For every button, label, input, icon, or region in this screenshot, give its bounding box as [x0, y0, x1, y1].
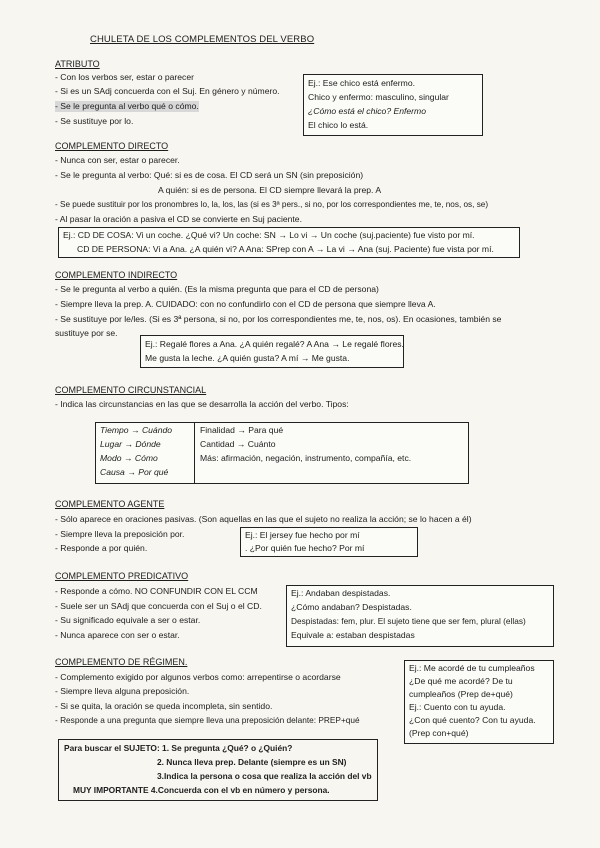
predicativo-line-4: - Nunca aparece con ser o estar.: [55, 630, 180, 640]
predicativo-line-2: - Suele ser un SAdj que concuerda con el Suj o el CD.: [55, 601, 262, 611]
atributo-box-line-3: ¿Cómo está el chico? Enfermo: [308, 106, 426, 116]
atributo-line-3: - Se le pregunta al verbo qué o cómo.: [55, 101, 199, 111]
tipo-modo: Modo → Cómo: [100, 453, 158, 463]
circunstancial-line-1: - Indica las circunstancias en las que se desarrolla la acción del verbo. Tipos:: [55, 399, 349, 409]
heading-agente: COMPLEMENTO AGENTE: [55, 499, 165, 509]
atributo-line-2: - Si es un SAdj concuerda con el Suj. En género y número.: [55, 86, 280, 96]
circunstancial-left-column: [96, 423, 195, 483]
predicativo-line-3: - Su significado equivale a ser o estar.: [55, 615, 201, 625]
tipo-mas: Más: afirmación, negación, instrumento, compañía, etc.: [200, 453, 412, 463]
circunstancial-right-column: [196, 423, 411, 464]
predicativo-line-1: - Responde a cómo. NO CONFUNDIR CON EL CCM: [55, 586, 258, 596]
indirecto-example-box: [140, 335, 404, 368]
regimen-box-line-4: Ej.: Cuento con tu ayuda.: [409, 702, 506, 712]
regimen-box-line-3: cumpleaños (Prep de+qué): [409, 689, 513, 699]
heading-regimen: COMPLEMENTO DE RÉGIMEN.: [55, 657, 188, 667]
predicativo-example-box: [286, 585, 554, 647]
atributo-box-line-1: Ej.: Ese chico está enfermo.: [308, 78, 415, 88]
heading-circunstancial: COMPLEMENTO CIRCUNSTANCIAL: [55, 385, 207, 395]
predicativo-box-line-2: ¿Cómo andaban? Despistadas.: [291, 602, 412, 612]
sujeto-summary-box: [58, 739, 378, 801]
page-title: CHULETA DE LOS COMPLEMENTOS DEL VERBO: [90, 34, 315, 45]
directo-line-5: - Al pasar la oración a pasiva el CD se convierte en Suj paciente.: [55, 214, 302, 224]
tipo-tiempo: Tiempo → Cuándo: [100, 425, 173, 435]
predicativo-box-line-1: Ej.: Andaban despistadas.: [291, 588, 391, 598]
atributo-example-box: [303, 74, 483, 136]
directo-line-3: A quién: si es de persona. El CD siempre llevará la prep. A: [158, 185, 382, 195]
regimen-line-2: - Siempre lleva alguna preposición.: [55, 686, 190, 696]
agente-line-2: - Siempre lleva la preposición por.: [55, 529, 185, 539]
circunstancial-types-box: [95, 422, 469, 484]
agente-line-3: - Responde a por quién.: [55, 543, 148, 553]
indirecto-box-line-1: Ej.: Regalé flores a Ana. ¿A quién regalé? A Ana → Le regalé flores.: [145, 339, 404, 349]
tipo-cantidad: Cantidad → Cuánto: [200, 439, 276, 449]
atributo-box-line-4: El chico lo está.: [308, 120, 369, 130]
regimen-box-line-6: (Prep con+qué): [409, 728, 469, 738]
tipo-lugar: Lugar → Dónde: [100, 439, 161, 449]
predicativo-box-line-3: Despistadas: fem, plur. El sujeto tiene que ser fem, plural (ellas): [291, 616, 526, 626]
indirecto-line-4: sustituye por se.: [55, 328, 118, 338]
heading-directo: COMPLEMENTO DIRECTO: [55, 141, 169, 151]
heading-indirecto: COMPLEMENTO INDIRECTO: [55, 270, 178, 280]
sujeto-line-2: 2. Nunca lleva prep. Delante (siempre es un SN): [157, 757, 347, 767]
indirecto-line-3: - Se sustituye por le/les. (Si es 3ª persona, si no, por los correspondientes me, te, nos, os). En ocasiones, también se: [55, 314, 502, 324]
regimen-box-line-1: Ej.: Me acordé de tu cumpleaños: [409, 663, 535, 673]
atributo-line-4: - Se sustituye por lo.: [55, 116, 134, 126]
atributo-box-line-2: Chico y enfermo: masculino, singular: [308, 92, 449, 102]
indirecto-box-line-2: Me gusta la leche. ¿A quién gusta? A mí → Me gusta.: [145, 353, 350, 363]
regimen-box-line-5: ¿Con qué cuento? Con tu ayuda.: [409, 715, 536, 725]
sujeto-line-3: 3.Indica la persona o cosa que realiza la acción del vb: [157, 771, 372, 781]
directo-line-4: - Se puede sustituir por los pronombres lo, la, los, las (si es 3ª pers., si no, por los correspondientes me, te, nos, os, se): [55, 200, 489, 209]
directo-box-line-1: Ej.: CD DE COSA: Vi un coche. ¿Qué vi? Un coche: SN → Lo vi → Un coche (suj.paciente) fue visto por mí.: [63, 230, 475, 240]
atributo-line-1: - Con los verbos ser, estar o parecer: [55, 72, 194, 82]
regimen-line-4: - Responde a una pregunta que siempre lleva una preposición delante: PREP+qué: [55, 715, 360, 725]
directo-box-line-2: CD DE PERSONA: Vi a Ana. ¿A quién vi? A Ana: SPrep con A → La vi → Ana (suj. Paciente) fue vista por mí.: [77, 244, 494, 254]
regimen-box-line-2: ¿De qué me acordé? De tu: [409, 676, 513, 686]
agente-box-line-1: Ej.: El jersey fue hecho por mí: [245, 530, 360, 540]
directo-example-box: [58, 227, 520, 258]
heading-predicativo: COMPLEMENTO PREDICATIVO: [55, 571, 189, 581]
agente-example-box: [240, 527, 418, 557]
indirecto-line-2: - Siempre lleva la prep. A. CUIDADO: con no confundirlo con el CD de persona que siempre lleva A.: [55, 299, 436, 309]
heading-atributo: ATRIBUTO: [55, 59, 100, 69]
predicativo-box-line-4: Equivale a: estaban despistadas: [291, 630, 415, 640]
regimen-example-box: [404, 660, 554, 744]
agente-box-line-2: . ¿Por quién fue hecho? Por mí: [245, 543, 365, 553]
regimen-line-3: - Si se quita, la oración se queda incompleta, sin sentido.: [55, 701, 273, 711]
directo-line-2: - Se le pregunta al verbo: Qué: si es de cosa. El CD será un SN (sin preposición): [55, 170, 364, 180]
sujeto-line-4: MUY IMPORTANTE 4.Concuerda con el vb en número y persona.: [73, 785, 330, 795]
regimen-line-1: - Complemento exigido por algunos verbos como: arrepentirse o acordarse: [55, 672, 341, 682]
tipo-finalidad: Finalidad → Para qué: [200, 425, 284, 435]
agente-line-1: - Sólo aparece en oraciones pasivas. (Son aquellas en las que el sujeto no realiza la acción; se lo hacen a él): [55, 514, 472, 524]
tipo-causa: Causa → Por qué: [100, 467, 169, 477]
indirecto-line-1: - Se le pregunta al verbo a quién. (Es la misma pregunta que para el CD de persona): [55, 284, 379, 294]
sujeto-line-1: Para buscar el SUJETO: 1. Se pregunta ¿Qué? o ¿Quién?: [64, 743, 293, 753]
directo-line-1: - Nunca con ser, estar o parecer.: [55, 155, 180, 165]
